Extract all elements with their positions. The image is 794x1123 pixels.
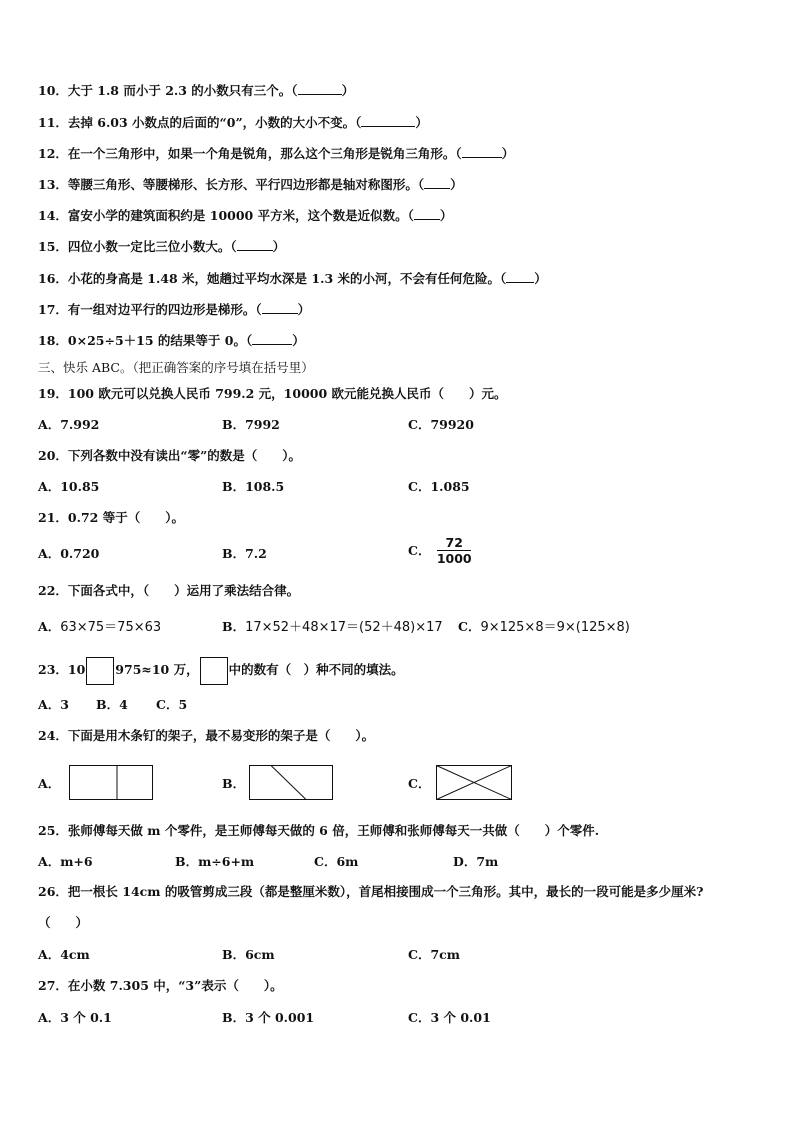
question-number: 12．: [38, 146, 68, 161]
question-12: [38, 145, 514, 163]
question-text: 中的数有（ ）种不同的填法。: [228, 662, 404, 677]
option-a[interactable]: A．7.992: [38, 417, 100, 432]
option-c[interactable]: C．6m: [314, 854, 359, 869]
question-number: 14．: [38, 208, 68, 223]
question-text: 有一组对边平行的四边形是梯形。（: [67, 302, 262, 317]
question-text: 等腰三角形、等腰梯形、长方形、平行四边形都是轴对称图形。（: [67, 177, 425, 192]
option-b[interactable]: B．7.2: [222, 546, 267, 561]
question-23: [38, 656, 404, 685]
option-c[interactable]: [408, 535, 474, 566]
close-paren: ）: [450, 177, 463, 192]
option-expression: 17×52＋48×17＝(52＋48)×17: [245, 620, 443, 635]
answer-blank[interactable]: [414, 207, 440, 220]
option-label: B．: [222, 619, 246, 634]
question-14: [38, 207, 452, 225]
answer-paren: （ ）: [38, 915, 89, 930]
question-number: 13．: [38, 177, 68, 192]
denominator: 1000: [436, 551, 472, 566]
option-expression: 9×125×8＝9×(125×8): [480, 620, 630, 635]
option-b[interactable]: B．108.5: [222, 479, 285, 494]
question-26: 26．把一根长 14cm 的吸管剪成三段（都是整厘米数），首尾相接围成一个三角形。其中，最长的一段可能是多少厘米?: [38, 884, 704, 899]
question-text: 23．10: [38, 662, 86, 677]
close-paren: ）: [439, 208, 453, 223]
section-heading: 三、快乐 ABC。（把正确答案的序号填在括号里）: [38, 360, 314, 375]
question-number: 15．: [38, 239, 68, 254]
option-c[interactable]: C．3 个 0.01: [408, 1010, 491, 1025]
question-text: 四位小数一定比三位小数大。（: [67, 239, 237, 254]
question-number: 10．: [38, 83, 68, 98]
option-b[interactable]: B．7992: [222, 417, 280, 432]
question-number: 16．: [38, 271, 68, 286]
option-c[interactable]: C．: [408, 776, 431, 791]
frame-rectangle-crossed: [436, 765, 515, 802]
answer-blank[interactable]: [462, 145, 502, 158]
answer-blank[interactable]: [237, 238, 273, 251]
close-paren: ）: [501, 146, 515, 161]
question-18: [38, 332, 305, 350]
question-text: 0×25÷5＋15 的结果等于 0。（: [67, 333, 253, 348]
close-paren: ）: [272, 239, 286, 254]
digit-box[interactable]: [86, 657, 114, 685]
option-c[interactable]: C．1.085: [408, 479, 470, 494]
option-b[interactable]: B．m÷6+m: [175, 854, 255, 869]
answer-blank[interactable]: [262, 301, 298, 314]
question-number: 17．: [38, 302, 68, 317]
close-paren: ）: [341, 83, 355, 98]
question-21: 21．0.72 等于（ ）。: [38, 510, 184, 525]
option-c[interactable]: C．7cm: [408, 947, 460, 962]
answer-blank[interactable]: [424, 176, 450, 189]
question-19: 19．100 欧元可以兑换人民币 799.2 元，10000 欧元能兑换人民币（ ）元。: [38, 386, 507, 401]
question-text: 去掉 6.03 小数点的后面的“0”，小数的大小不变。（: [67, 115, 362, 130]
option-label: A．: [38, 619, 61, 634]
close-paren: ）: [297, 302, 311, 317]
question-number: 18．: [38, 333, 68, 348]
digit-box[interactable]: [200, 657, 228, 685]
question-text: 在一个三角形中，如果一个角是锐角，那么这个三角形是锐角三角形。（: [67, 146, 462, 161]
option-a[interactable]: A．3: [38, 697, 69, 712]
question-text: 大于 1.8 而小于 2.3 的小数只有三个。（: [67, 83, 298, 98]
question-15: [38, 238, 285, 256]
frame-rectangle-divided: [69, 765, 155, 802]
question-text: 小花的身高是 1.48 米，她趟过平均水深是 1.3 米的小河，不会有任何危险。（: [67, 271, 507, 286]
option-label: C．: [458, 619, 481, 634]
question-text: 富安小学的建筑面积约是 10000 平方米，这个数是近似数。（: [67, 208, 414, 223]
option-b[interactable]: B．6cm: [222, 947, 275, 962]
option-label: C．: [408, 543, 431, 558]
option-a[interactable]: A．: [38, 776, 61, 791]
option-b[interactable]: B．4: [96, 697, 128, 712]
question-27: 27．在小数 7.305 中，“3”表示（ ）。: [38, 978, 283, 993]
question-13: [38, 176, 463, 194]
option-c[interactable]: C．5: [156, 697, 188, 712]
close-paren: ）: [534, 271, 547, 286]
option-b[interactable]: [222, 618, 443, 637]
option-a[interactable]: A．4cm: [38, 947, 90, 962]
question-11: [38, 114, 428, 132]
answer-blank[interactable]: [506, 270, 534, 283]
option-c[interactable]: [458, 618, 630, 637]
option-a[interactable]: A．m+6: [38, 854, 93, 869]
option-b[interactable]: B．3 个 0.001: [222, 1010, 315, 1025]
question-22: 22．下面各式中，（ ）运用了乘法结合律。: [38, 583, 300, 598]
option-c[interactable]: C．79920: [408, 417, 474, 432]
option-d[interactable]: D．7m: [453, 854, 499, 869]
option-a[interactable]: A．0.720: [38, 546, 100, 561]
fraction: [435, 535, 474, 566]
question-text: 975≈10 万，: [115, 662, 199, 677]
question-17: [38, 301, 310, 319]
answer-blank[interactable]: [361, 114, 415, 127]
question-25: 25．张师傅每天做 m 个零件，是王师傅每天做的 6 倍，王师傅和张师傅每天一共做（ ）个零件.: [38, 823, 600, 838]
option-b[interactable]: B．: [222, 776, 246, 791]
question-20: 20．下列各数中没有读出“零”的数是（ ）。: [38, 448, 302, 463]
close-paren: ）: [415, 115, 428, 130]
option-a[interactable]: A．3 个 0.1: [38, 1010, 112, 1025]
option-a[interactable]: A．10.85: [38, 479, 100, 494]
option-a[interactable]: [38, 618, 161, 637]
answer-blank[interactable]: [298, 82, 342, 95]
answer-blank[interactable]: [252, 332, 292, 345]
option-expression: 63×75＝75×63: [60, 620, 162, 635]
numerator: 72: [445, 535, 463, 550]
frame-rectangle-diagonal: [249, 765, 335, 802]
question-10: [38, 82, 354, 100]
question-24: 24．下面是用木条钉的架子，最不易变形的架子是（ ）。: [38, 728, 375, 743]
close-paren: ）: [292, 333, 305, 348]
question-16: [38, 270, 547, 288]
question-number: 11．: [38, 115, 68, 130]
